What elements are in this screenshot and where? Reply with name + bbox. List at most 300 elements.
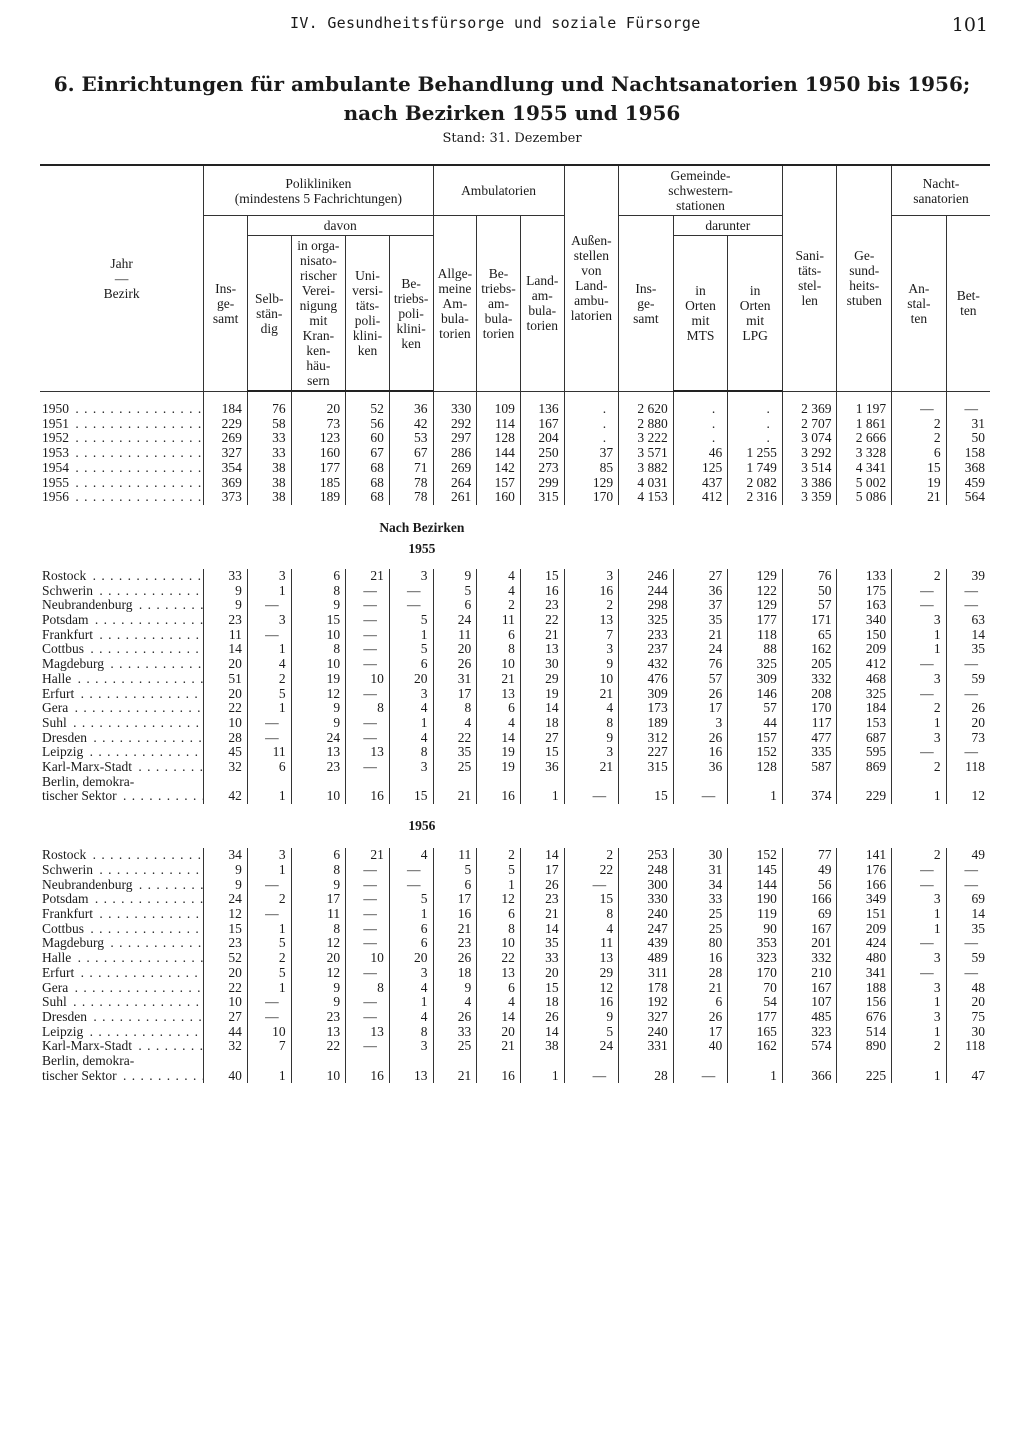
cell: 2 082 (728, 476, 783, 491)
row-label (40, 431, 204, 446)
berlin-row-1956-b (40, 1069, 990, 1084)
cell: 36 (673, 760, 728, 775)
cell: 170 (728, 966, 783, 981)
cell: 13 (346, 1025, 390, 1040)
cell: 2 (247, 951, 291, 966)
cell: 327 (204, 446, 248, 461)
statistics-table-wrapper (40, 164, 990, 1083)
cell: 47 (946, 1069, 990, 1084)
cell: 26 (433, 1010, 477, 1025)
header-ambulatorien: Ambulatorien (433, 165, 564, 216)
cell: 170 (564, 490, 619, 505)
row-label-text: Berlin, demokra- (42, 774, 135, 789)
cell: 36 (673, 584, 728, 599)
cell: 2 620 (619, 391, 674, 417)
cell: 3 (892, 1010, 947, 1025)
cell: . (564, 417, 619, 432)
cell: 273 (520, 461, 564, 476)
cell: 21 (673, 981, 728, 996)
cell: 676 (837, 1010, 892, 1025)
cell: 331 (619, 1039, 674, 1054)
cell: 1 (728, 789, 783, 804)
row-label (40, 907, 204, 922)
cell: 6 (247, 760, 291, 775)
cell: 23 (204, 936, 248, 951)
cell: 2 (564, 848, 619, 863)
row-label-text: tischer Sektor (42, 789, 117, 804)
cell: — (247, 907, 291, 922)
cell: 3 (892, 951, 947, 966)
cell: 144 (477, 446, 521, 461)
cell: 8 (346, 981, 390, 996)
cell: 6 (477, 981, 521, 996)
cell: 6 (892, 446, 947, 461)
cell: 118 (728, 628, 783, 643)
cell: 133 (837, 569, 892, 584)
cell: 21 (673, 628, 728, 643)
cell: 50 (946, 431, 990, 446)
cell: — (346, 642, 390, 657)
cell: 63 (946, 613, 990, 628)
cell: 192 (619, 995, 674, 1010)
cell: 38 (247, 476, 291, 491)
cell: 309 (619, 687, 674, 702)
cell: 312 (619, 731, 674, 746)
header-universitaet: Uni- versi- täts- poli- klini- ken (346, 236, 390, 392)
cell: . (728, 391, 783, 417)
cell: 5 (247, 966, 291, 981)
cell: 366 (782, 1069, 837, 1084)
cell: 25 (433, 1039, 477, 1054)
cell: 20 (946, 716, 990, 731)
cell: 432 (619, 657, 674, 672)
cell: 17 (673, 701, 728, 716)
cell: 38 (247, 490, 291, 505)
cell: 13 (564, 951, 619, 966)
cell: 85 (564, 461, 619, 476)
cell: 19 (291, 672, 346, 687)
cell: 9 (564, 731, 619, 746)
cell: — (346, 716, 390, 731)
cell: 146 (728, 687, 783, 702)
bezirk-row-1955 (40, 584, 990, 599)
cell: 1 (892, 716, 947, 731)
cell: 157 (477, 476, 521, 491)
cell: 107 (782, 995, 837, 1010)
cell: — (946, 657, 990, 672)
cell: 439 (619, 936, 674, 951)
cell: 14 (520, 701, 564, 716)
cell: 29 (564, 966, 619, 981)
cell: — (247, 628, 291, 643)
row-label-text: Karl-Marx-Stadt (42, 1039, 132, 1054)
row-label (40, 745, 204, 760)
cell: 69 (946, 892, 990, 907)
cell: 11 (477, 613, 521, 628)
cell: 369 (204, 476, 248, 491)
cell: 166 (782, 892, 837, 907)
bezirk-row-1955 (40, 613, 990, 628)
row-label (40, 657, 204, 672)
cell: 21 (564, 687, 619, 702)
section-spacer (40, 804, 204, 848)
cell: 890 (837, 1039, 892, 1054)
bezirk-row-1956 (40, 951, 990, 966)
cell: 253 (619, 848, 674, 863)
cell: 30 (520, 657, 564, 672)
row-label (40, 417, 204, 432)
cell: 208 (782, 687, 837, 702)
cell: 158 (946, 446, 990, 461)
cell: 13 (389, 1069, 433, 1084)
cell: 8 (291, 863, 346, 878)
bezirk-row-1956 (40, 1025, 990, 1040)
cell: 26 (673, 1010, 728, 1025)
header-anstalten: An- stal- ten (892, 216, 947, 392)
cell: 8 (477, 922, 521, 937)
cell: 5 (247, 936, 291, 951)
header-sanitaetsstellen: Sani- täts- stel- len (782, 165, 837, 391)
cell (946, 775, 990, 790)
cell: 162 (782, 642, 837, 657)
cell: 12 (564, 981, 619, 996)
cell: 19 (892, 476, 947, 491)
cell: 33 (433, 1025, 477, 1040)
cell: — (346, 907, 390, 922)
cell: 68 (346, 461, 390, 476)
cell: 48 (946, 981, 990, 996)
cell: 5 (389, 613, 433, 628)
row-label (40, 1054, 204, 1069)
row-label-text: Dresden (42, 1009, 87, 1024)
cell: 12 (291, 936, 346, 951)
cell: 76 (782, 569, 837, 584)
cell: 6 (389, 657, 433, 672)
cell: 6 (389, 936, 433, 951)
cell: 2 (892, 569, 947, 584)
bezirk-row-1955 (40, 642, 990, 657)
cell: 240 (619, 1025, 674, 1040)
cell: 10 (346, 951, 390, 966)
cell: 22 (204, 701, 248, 716)
cell: 6 (389, 922, 433, 937)
cell: 167 (520, 417, 564, 432)
cell: 9 (291, 995, 346, 1010)
cell: 32 (204, 760, 248, 775)
cell: 14 (520, 922, 564, 937)
cell: 52 (204, 951, 248, 966)
cell: 125 (673, 461, 728, 476)
row-label-text: Leipzig (42, 745, 84, 760)
row-label-text: Rostock (42, 568, 87, 583)
cell (433, 775, 477, 790)
cell: 23 (520, 892, 564, 907)
cell: 17 (520, 863, 564, 878)
cell: 7 (247, 1039, 291, 1054)
row-label-text: Suhl (42, 715, 67, 730)
row-label-text: Potsdam (42, 892, 89, 907)
cell: 10 (247, 1025, 291, 1040)
year-row (40, 461, 990, 476)
bezirk-row-1956 (40, 878, 990, 893)
cell: 11 (247, 745, 291, 760)
cell: 574 (782, 1039, 837, 1054)
cell: 57 (782, 598, 837, 613)
cell: 373 (204, 490, 248, 505)
cell: 160 (477, 490, 521, 505)
year-row (40, 446, 990, 461)
cell: — (892, 687, 947, 702)
cell: 166 (837, 878, 892, 893)
cell: 77 (782, 848, 837, 863)
cell: 15 (204, 922, 248, 937)
cell: 3 571 (619, 446, 674, 461)
bezirk-row-1956 (40, 936, 990, 951)
cell: 24 (564, 1039, 619, 1054)
cell (564, 775, 619, 790)
cell: 4 031 (619, 476, 674, 491)
cell (564, 1054, 619, 1069)
row-label (40, 981, 204, 996)
cell: 21 (477, 1039, 521, 1054)
cell: 437 (673, 476, 728, 491)
cell: 9 (204, 584, 248, 599)
section-spacer (40, 505, 204, 537)
cell (433, 1054, 477, 1069)
cell: 76 (673, 657, 728, 672)
cell: 1 (892, 1069, 947, 1084)
cell: 5 (247, 687, 291, 702)
cell: 31 (946, 417, 990, 432)
cell: — (946, 391, 990, 417)
row-label-text: 1952 (42, 431, 69, 446)
row-label-text: Karl-Marx-Stadt (42, 760, 132, 775)
cell: 73 (291, 417, 346, 432)
row-label-text: Suhl (42, 995, 67, 1010)
row-label-text: 1953 (42, 446, 69, 461)
cell: 4 (477, 569, 521, 584)
section-title-text: Nach Bezirken (379, 519, 465, 535)
row-label (40, 642, 204, 657)
cell: 21 (892, 490, 947, 505)
cell: 6 (433, 598, 477, 613)
row-label-text: Neubrandenburg (42, 877, 133, 892)
cell: 129 (728, 569, 783, 584)
cell: 33 (520, 951, 564, 966)
cell: 8 (564, 716, 619, 731)
cell: 68 (346, 490, 390, 505)
bezirk-row-1955 (40, 760, 990, 775)
cell: 3 514 (782, 461, 837, 476)
cell: 22 (564, 863, 619, 878)
cell: 24 (433, 613, 477, 628)
cell: — (346, 892, 390, 907)
cell: 23 (520, 598, 564, 613)
cell: 5 (389, 892, 433, 907)
header-gem-insgesamt: Ins- ge- samt (619, 216, 674, 392)
cell: 27 (673, 569, 728, 584)
cell: 30 (673, 848, 728, 863)
cell: 142 (477, 461, 521, 476)
cell: 128 (728, 760, 783, 775)
cell: 225 (837, 1069, 892, 1084)
cell: 1 (247, 1069, 291, 1084)
cell: 35 (520, 936, 564, 951)
cell: 4 341 (837, 461, 892, 476)
cell: 10 (291, 789, 346, 804)
cell: — (946, 584, 990, 599)
cell: 17 (291, 892, 346, 907)
cell: 22 (204, 981, 248, 996)
cell: 18 (520, 995, 564, 1010)
cell: 42 (389, 417, 433, 432)
cell: . (564, 391, 619, 417)
cell: — (946, 936, 990, 951)
table-header (40, 165, 990, 391)
cell: 160 (291, 446, 346, 461)
cell: 4 (389, 981, 433, 996)
cell: 332 (782, 951, 837, 966)
cell: 10 (291, 628, 346, 643)
section-title-text: 1955 (408, 540, 436, 556)
cell: — (892, 745, 947, 760)
cell: 298 (619, 598, 674, 613)
cell: 3 292 (782, 446, 837, 461)
cell: 25 (673, 922, 728, 937)
row-label-text: 1956 (42, 490, 69, 505)
row-label-text: 1951 (42, 416, 69, 431)
cell: 14 (477, 1010, 521, 1025)
cell: 354 (204, 461, 248, 476)
cell: 29 (520, 672, 564, 687)
cell: — (946, 598, 990, 613)
cell: — (346, 598, 390, 613)
cell: 2 (892, 1039, 947, 1054)
cell: 9 (433, 981, 477, 996)
cell: 20 (389, 951, 433, 966)
row-label-text: Berlin, demokra- (42, 1054, 135, 1069)
cell: 189 (291, 490, 346, 505)
cell (247, 1054, 291, 1069)
statistics-table (40, 164, 990, 1083)
cell: 49 (946, 848, 990, 863)
cell: 8 (477, 642, 521, 657)
cell: 227 (619, 745, 674, 760)
section-title (204, 505, 990, 537)
cell (619, 1054, 674, 1069)
cell: 20 (204, 966, 248, 981)
cell: 1 (389, 995, 433, 1010)
row-label (40, 966, 204, 981)
cell: 412 (673, 490, 728, 505)
cell: 24 (204, 892, 248, 907)
cell: 485 (782, 1010, 837, 1025)
row-label-text: 1954 (42, 460, 69, 475)
cell (837, 1054, 892, 1069)
cell: 368 (946, 461, 990, 476)
row-label (40, 584, 204, 599)
cell (892, 775, 947, 790)
cell (247, 775, 291, 790)
cell: 210 (782, 966, 837, 981)
cell (520, 1054, 564, 1069)
cell: 3 (389, 569, 433, 584)
cell: 23 (291, 1010, 346, 1025)
cell: 9 (291, 981, 346, 996)
cell: 8 (389, 1025, 433, 1040)
cell: 6 (433, 878, 477, 893)
row-label-text: Halle (42, 671, 72, 686)
cell: 26 (673, 731, 728, 746)
bezirk-row-1956 (40, 922, 990, 937)
cell: 11 (291, 907, 346, 922)
cell: 16 (564, 995, 619, 1010)
cell: — (247, 995, 291, 1010)
header-betten: Bet- ten (946, 216, 990, 392)
cell: — (346, 922, 390, 937)
cell (477, 1054, 521, 1069)
row-label (40, 789, 204, 804)
cell: 1 (247, 981, 291, 996)
cell (346, 1054, 390, 1069)
header-allgemeine: Allge- meine Am- bula- torien (433, 216, 477, 392)
cell: 4 (564, 922, 619, 937)
cell: 14 (520, 848, 564, 863)
table-title (0, 70, 1024, 128)
cell: 21 (433, 922, 477, 937)
cell (728, 1054, 783, 1069)
cell: 20 (291, 951, 346, 966)
cell: 16 (477, 789, 521, 804)
cell: 6 (291, 569, 346, 584)
cell (837, 775, 892, 790)
cell: 56 (782, 878, 837, 893)
row-label-text: Potsdam (42, 613, 89, 628)
cell: 20 (946, 995, 990, 1010)
cell: 1 197 (837, 391, 892, 417)
cell: 1 255 (728, 446, 783, 461)
cell (477, 775, 521, 790)
cell: 332 (782, 672, 837, 687)
cell: 12 (477, 892, 521, 907)
cell: 119 (728, 907, 783, 922)
cell: 152 (728, 848, 783, 863)
cell: 340 (837, 613, 892, 628)
cell: 2 666 (837, 431, 892, 446)
cell: 1 (247, 701, 291, 716)
cell: 163 (837, 598, 892, 613)
cell: 4 (389, 701, 433, 716)
cell: 3 074 (782, 431, 837, 446)
cell: 51 (204, 672, 248, 687)
cell: 36 (520, 760, 564, 775)
cell: 12 (204, 907, 248, 922)
cell: 13 (291, 745, 346, 760)
cell: 12 (291, 966, 346, 981)
cell: 3 (389, 966, 433, 981)
cell: 15 (520, 745, 564, 760)
bezirk-row-1956 (40, 1039, 990, 1054)
row-label-text: 1955 (42, 475, 69, 490)
cell: 5 086 (837, 490, 892, 505)
cell (619, 775, 674, 790)
row-label-text: Frankfurt (42, 627, 93, 642)
cell: 20 (204, 657, 248, 672)
cell: 10 (564, 672, 619, 687)
cell: 171 (782, 613, 837, 628)
header-betriebspoliklinik: Be- triebs- poli- klini- ken (389, 236, 433, 392)
row-label (40, 569, 204, 584)
